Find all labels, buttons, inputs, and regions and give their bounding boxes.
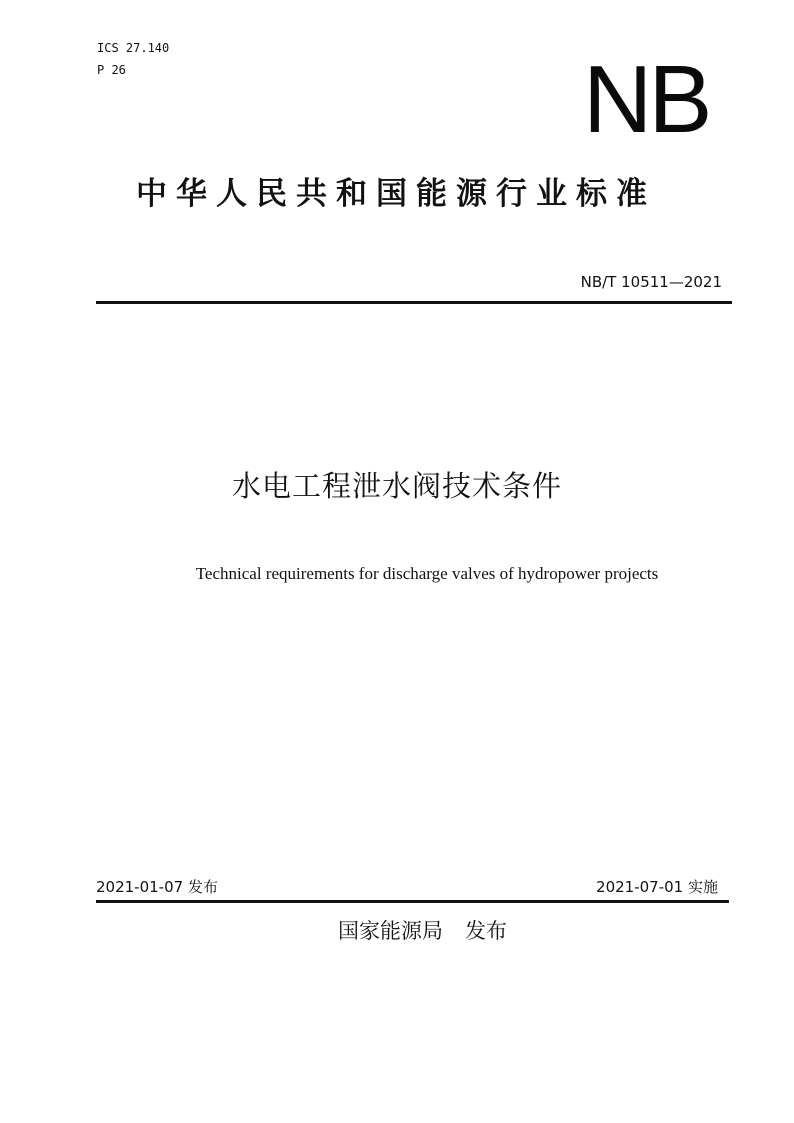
top-divider bbox=[96, 301, 732, 304]
publisher-action: 发布 bbox=[465, 919, 507, 943]
organization-title: 中华人民共和国能源行业标准 bbox=[136, 176, 656, 212]
publisher-name: 国家能源局 bbox=[338, 919, 443, 943]
standard-number: NB/T 10511—2021 bbox=[580, 273, 722, 291]
classification-code: P 26 bbox=[97, 63, 126, 77]
document-title-en: Technical requirements for discharge valves of hydropower projects bbox=[195, 564, 659, 583]
bottom-divider bbox=[96, 900, 729, 903]
publisher-line bbox=[338, 917, 507, 945]
implementation-date: 2021-07-01 实施 bbox=[596, 878, 718, 896]
nb-logo: NB bbox=[583, 46, 709, 153]
issue-date: 2021-01-07 发布 bbox=[96, 878, 218, 896]
document-title-cn: 水电工程泄水阀技术条件 bbox=[231, 469, 562, 503]
ics-code: ICS 27.140 bbox=[97, 41, 170, 55]
